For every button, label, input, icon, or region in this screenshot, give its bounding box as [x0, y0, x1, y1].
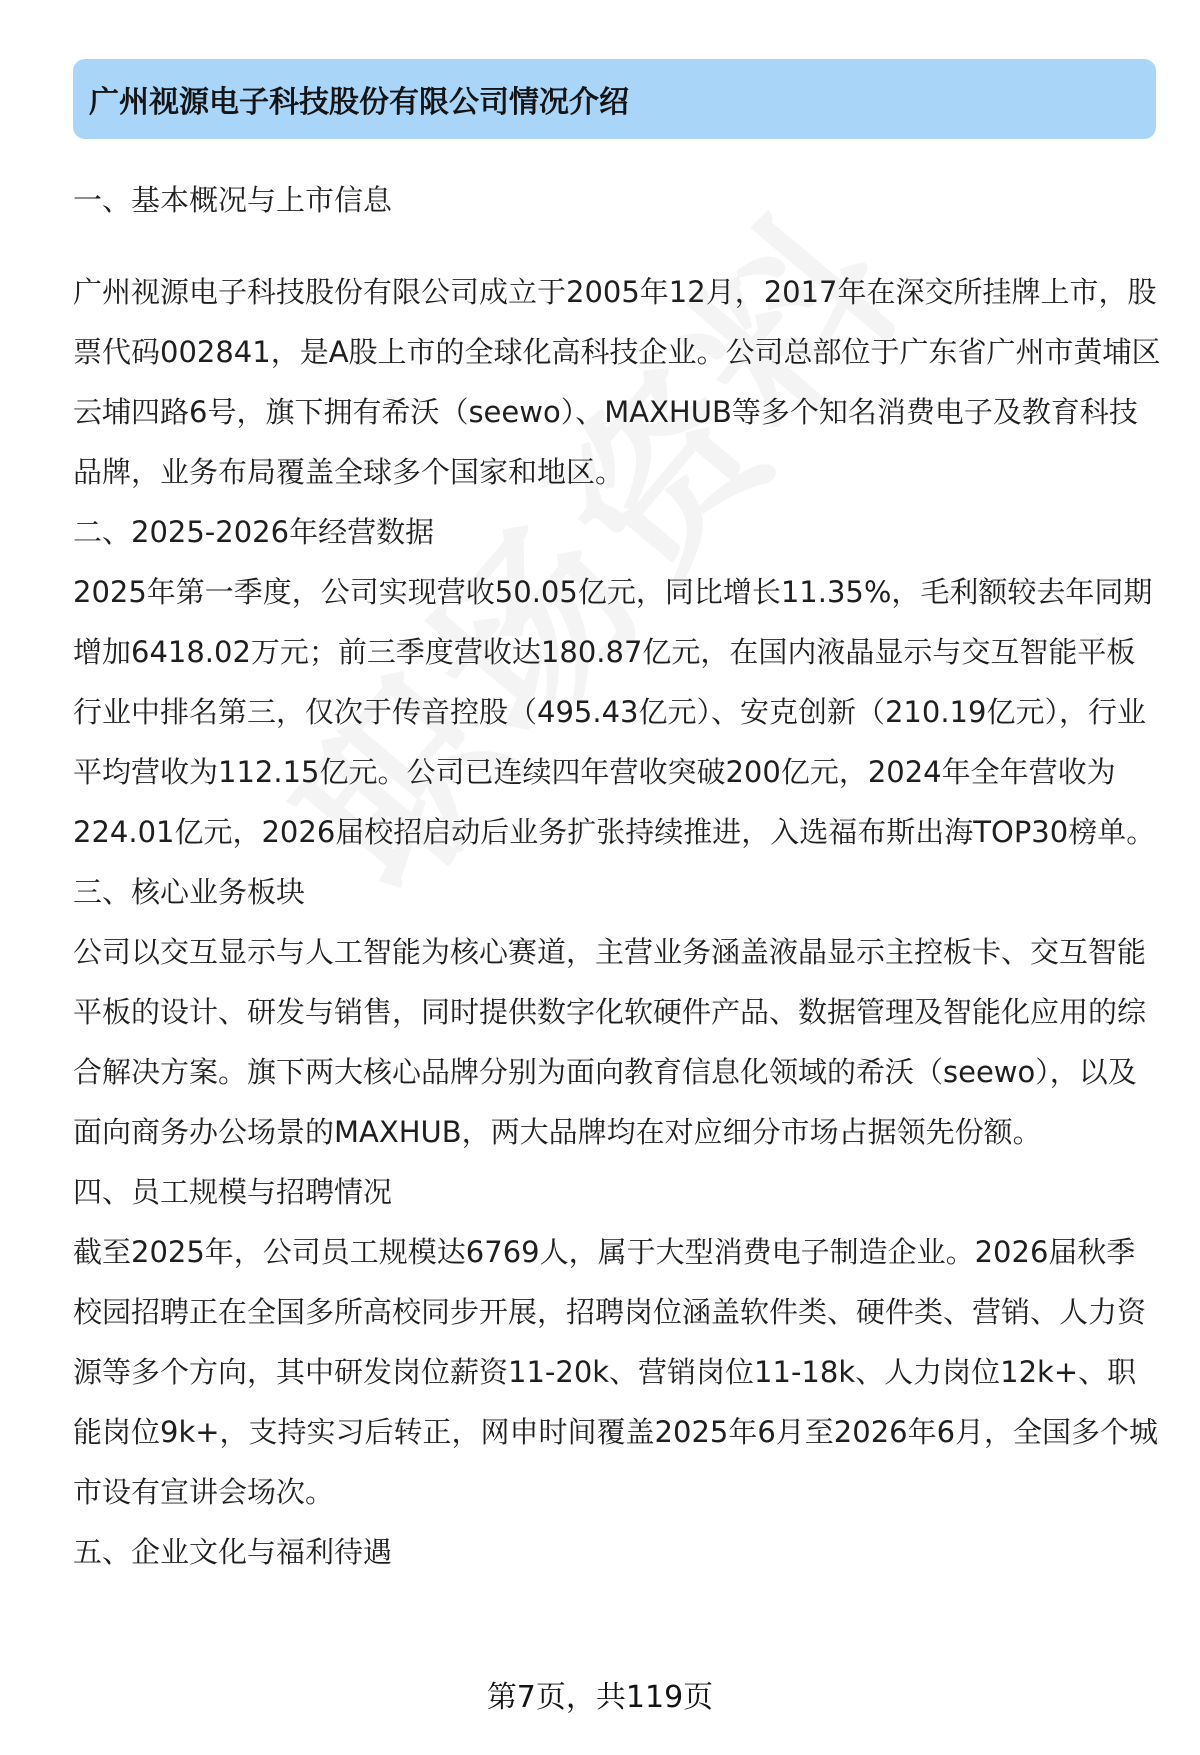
section-heading-culture: 五、企业文化与福利待遇 — [73, 1535, 393, 1569]
section-heading-core-business: 三、核心业务板块 — [73, 875, 306, 909]
section-gap — [73, 230, 1163, 262]
section-heading-operating-data: 二、2025-2026年经营数据 — [73, 515, 435, 549]
section-heading-basic-info: 一、基本概况与上市信息 — [73, 183, 393, 217]
section-body-operating-data: 2025年第一季度，公司实现营收50.05亿元，同比增长11.35%，毛利额较去年同期增加6418.02万元；前三季度营收达180.87亿元，在国内液晶显示与交互智能平板行业中排名第三，仅次于传音控股（495.43亿元）、安克创新（210.19亿元），行业平均营收为112.15亿元。公司已连续四年营收突破200亿元，2024年全年营收为224.01亿元，2026届校招启动后业务扩张持续推进，入选福布斯出海TOP30榜单。 — [73, 575, 1156, 849]
title-banner — [73, 59, 1156, 139]
section-body-employees: 截至2025年，公司员工规模达6769人，属于大型消费电子制造企业。2026届秋季校园招聘正在全国多所高校同步开展，招聘岗位涵盖软件类、硬件类、营销、人力资源等多个方向，其中研发岗位薪资11-20k、营销岗位11-18k、人力岗位12k+、职能岗位9k+，支持实习后转正，网申时间覆盖2025年6月至2026年6月，全国多个城市设有宣讲会场次。 — [73, 1235, 1159, 1509]
section-heading-employees: 四、员工规模与招聘情况 — [73, 1175, 393, 1209]
section-body-basic-info: 广州视源电子科技股份有限公司成立于2005年12月，2017年在深交所挂牌上市，股票代码002841，是A股上市的全球化高科技企业。公司总部位于广东省广州市黄埔区云埔四路6号，旗下拥有希沃（seewo）、MAXHUB等多个知名消费电子及教育科技品牌，业务布局覆盖全球多个国家和地区。 — [73, 275, 1161, 489]
document-body — [73, 170, 1163, 1582]
page-number: 第7页，共119页 — [486, 1680, 714, 1715]
document-title: 广州视源电子科技股份有限公司情况介绍 — [89, 85, 629, 120]
section-body-core-business: 公司以交互显示与人工智能为核心赛道，主营业务涵盖液晶显示主控板卡、交互智能平板的设计、研发与销售，同时提供数字化软硬件产品、数据管理及智能化应用的综合解决方案。旗下两大核心品牌分别为面向教育信息化领域的希沃（seewo），以及面向商务办公场景的MAXHUB，两大品牌均在对应细分市场占据领先份额。 — [73, 935, 1147, 1149]
